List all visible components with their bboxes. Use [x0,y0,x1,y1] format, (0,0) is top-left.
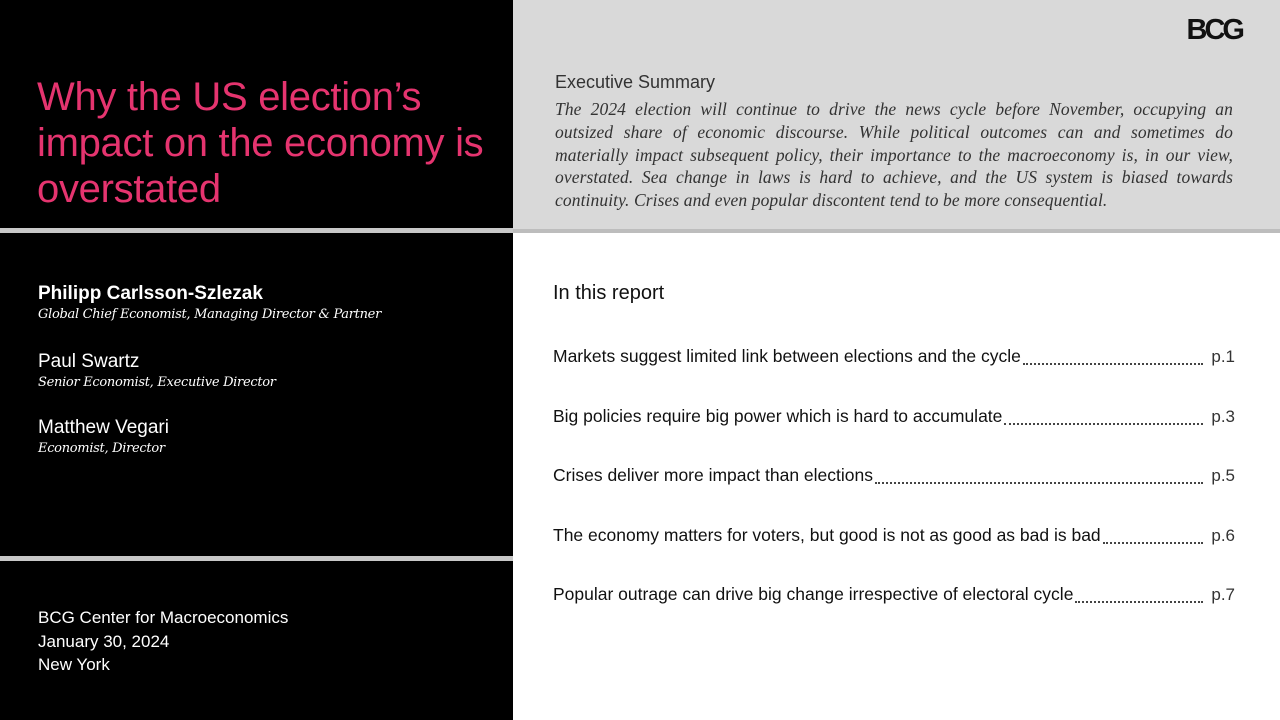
author-name: Paul Swartz [38,351,140,372]
author-role: Global Chief Economist, Managing Director & Partner [38,307,381,322]
toc-item[interactable] [553,406,1235,427]
info-panel [0,561,513,720]
toc-item-label: Markets suggest limited link between elections and the cycle [553,346,1021,366]
author-3 [38,416,169,457]
toc-item-page: p.6 [1211,526,1235,545]
toc-item[interactable] [553,346,1235,367]
organization: BCG Center for Macroeconomics [38,608,289,627]
author-role: Economist, Director [38,441,165,456]
publish-date: January 30, 2024 [38,632,170,651]
dot-leader [875,481,1203,484]
report-title: Why the US election’s impact on the economy is overstated [37,75,484,211]
toc-item[interactable] [553,525,1235,546]
toc-item-page: p.5 [1211,466,1235,485]
toc-item-page: p.1 [1211,347,1235,366]
authors-panel [0,233,513,556]
author-name: Philipp Carlsson-Szlezak [38,283,263,304]
toc-item-label: Crises deliver more impact than elections [553,465,873,485]
dot-leader [1075,600,1203,603]
toc-item-label: Big policies require big power which is hard to accumulate [553,406,1003,426]
toc-item-label: Popular outrage can drive big change irrespective of electoral cycle [553,584,1074,604]
bcg-logo: BCG [1186,14,1242,46]
dot-leader [1103,541,1204,544]
toc-heading: In this report [553,282,665,304]
summary-text: The 2024 election will continue to drive the news cycle before November, occupying an outsized share of economic discourse. While political outcomes can and sometimes do materially impact subsequent policy, their importance to the macroeconomy is, in our view, overstated. Sea change in laws is hard to achieve, and the US system is biased towards continuity. Crises and even popular discontent tend to be more consequential. [555,99,1233,211]
author-1 [38,282,381,323]
toc-item-page: p.3 [1211,407,1235,426]
title-panel [0,0,513,228]
divider [513,229,1280,233]
dot-leader [1004,422,1203,425]
author-2 [38,350,276,391]
location: New York [38,655,110,674]
toc-item-label: The economy matters for voters, but good is not as good as bad is bad [553,525,1101,545]
dot-leader [1023,362,1203,365]
author-name: Matthew Vegari [38,417,169,438]
summary-heading: Executive Summary [555,72,716,92]
toc-item[interactable] [553,584,1235,605]
toc-item-page: p.7 [1211,585,1235,604]
toc-item[interactable] [553,465,1235,486]
author-role: Senior Economist, Executive Director [38,375,276,390]
